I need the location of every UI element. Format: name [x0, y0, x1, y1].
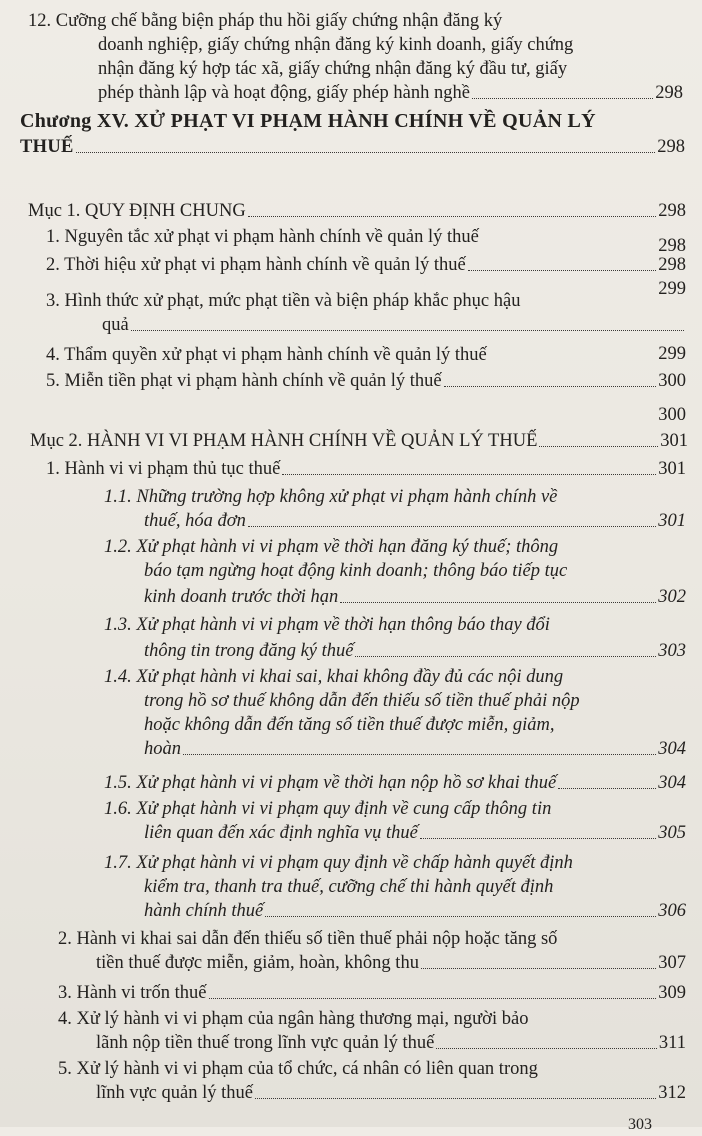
- toc-sub-text: thuế, hóa đơn: [144, 511, 246, 531]
- toc-sub-text: hoàn: [144, 739, 181, 759]
- chapter-heading-word: THUẾ: [20, 137, 74, 157]
- toc-sub-1-3-line2: [144, 638, 686, 662]
- toc-sub-text: liên quan đến xác định nghĩa vụ thuế: [144, 823, 418, 843]
- toc-sub-1-1-line1: 1.1. Những trường hợp không xử phạt vi phạm hành chính về: [104, 487, 558, 507]
- toc-item-2-5-line1: 5. Xử lý hành vi vi phạm của tổ chức, cá nhân có liên quan trong: [58, 1059, 538, 1079]
- toc-sub-text: thông tin trong đăng ký thuế: [144, 641, 354, 661]
- dot-leader: [355, 656, 656, 657]
- toc-item-1-4: 4. Thẩm quyền xử phạt vi phạm hành chính về quản lý thuế: [46, 345, 487, 365]
- toc-sub-text: hành chính thuế: [144, 901, 264, 921]
- page-number: 307: [658, 953, 686, 973]
- dot-leader: [255, 1098, 656, 1099]
- toc-sub-1-2-line2: báo tạm ngừng hoạt động kinh doanh; thông báo tiếp tục: [144, 561, 568, 581]
- toc-item-text: 2. Thời hiệu xử phạt vi phạm hành chính về quản lý thuế: [46, 255, 466, 275]
- page-number: 300: [658, 405, 686, 425]
- page-number: 304: [658, 773, 686, 793]
- dot-leader: [76, 152, 656, 153]
- page-number: 302: [658, 587, 686, 607]
- page-number: 298: [655, 83, 683, 103]
- page-number: 301: [658, 459, 686, 479]
- toc-item-text: lĩnh vực quản lý thuế: [96, 1083, 253, 1103]
- dot-leader: [209, 998, 657, 999]
- page-number: 305: [658, 823, 686, 843]
- page-number: 311: [658, 1033, 686, 1053]
- dot-leader: [265, 916, 656, 917]
- page-number: 299: [658, 279, 686, 299]
- page-number: 298: [657, 137, 685, 157]
- toc-sub-1-1-line2: [144, 508, 686, 532]
- toc-sub-1-4-line3: hoặc không dẫn đến tăng số tiền thuế được miễn, giảm,: [144, 715, 555, 735]
- toc-sub-text: kinh doanh trước thời hạn: [144, 587, 339, 607]
- dot-leader: [248, 526, 656, 527]
- toc-item-1-3-line2: [102, 312, 686, 336]
- page-number: 298: [658, 236, 686, 256]
- toc-item-1-3-line1: 3. Hình thức xử phạt, mức phạt tiền và biện pháp khắc phục hậu: [46, 291, 521, 311]
- dot-leader: [282, 474, 656, 475]
- toc-item-2-3: [58, 980, 686, 1004]
- section-muc-1: [28, 198, 686, 222]
- toc-sub-1-7-line3: [144, 898, 686, 922]
- toc-item-12-text: phép thành lập và hoạt động, giấy phép hành nghề: [98, 83, 470, 103]
- toc-sub-1-4-line2: trong hồ sơ thuế không dẫn đến thiếu số tiền thuế phải nộp: [144, 691, 580, 711]
- page-number: 312: [658, 1083, 686, 1103]
- toc-item-2-4-line1: 4. Xử lý hành vi vi phạm của ngân hàng thương mại, người bảo: [58, 1009, 529, 1029]
- dot-leader: [472, 98, 653, 99]
- toc-sub-1-5: [104, 770, 686, 794]
- dot-leader: [558, 788, 656, 789]
- page-number: 301: [658, 511, 686, 531]
- toc-item-1-1: 1. Nguyên tắc xử phạt vi phạm hành chính về quản lý thuế: [46, 227, 479, 247]
- toc-sub-1-6-line2: [144, 820, 686, 844]
- toc-sub-1-4-line1: 1.4. Xử phạt hành vi khai sai, khai không đầy đủ các nội dung: [104, 667, 564, 687]
- toc-item-text: quả: [102, 315, 129, 335]
- page-number: 306: [658, 901, 686, 921]
- dot-leader: [420, 838, 656, 839]
- section-muc-1-title: Mục 1. QUY ĐỊNH CHUNG: [28, 201, 246, 221]
- section-muc-2-title: Mục 2. HÀNH VI VI PHẠM HÀNH CHÍNH VỀ QUẢN LÝ THUẾ: [30, 431, 538, 451]
- toc-sub-1-7-line1: 1.7. Xử phạt hành vi vi phạm quy định về chấp hành quyết định: [104, 853, 573, 873]
- dot-leader: [539, 446, 658, 447]
- toc-sub-1-2-line1: 1.2. Xử phạt hành vi vi phạm về thời hạn đăng ký thuế; thông: [104, 537, 559, 557]
- toc-item-text: lãnh nộp tiền thuế trong lĩnh vực quản lý thuế: [96, 1033, 435, 1053]
- page-number: 300: [658, 371, 686, 391]
- footer-page-number: 303: [628, 1116, 652, 1133]
- toc-item-12-line3: nhận đăng ký hợp tác xã, giấy chứng nhận đăng ký đầu tư, giấy: [98, 59, 568, 79]
- toc-sub-1-6-line1: 1.6. Xử phạt hành vi vi phạm quy định về cung cấp thông tin: [104, 799, 552, 819]
- page-number: 309: [658, 983, 686, 1003]
- dot-leader: [468, 270, 657, 271]
- dot-leader: [131, 330, 684, 331]
- page-number: 298: [658, 255, 686, 275]
- chapter-heading-line1: Chương XV. XỬ PHẠT VI PHẠM HÀNH CHÍNH VỀ QUẢN LÝ: [20, 110, 596, 132]
- page-number: 301: [660, 431, 688, 451]
- toc-sub-text: 1.5. Xử phạt hành vi vi phạm về thời hạn nộp hồ sơ khai thuế: [104, 773, 557, 793]
- toc-item-text: 1. Hành vi vi phạm thủ tục thuế: [46, 459, 281, 479]
- toc-item-text: 3. Hành vi trốn thuế: [58, 983, 207, 1003]
- section-muc-2: [30, 428, 688, 452]
- toc-item-2-5-line2: [96, 1080, 686, 1104]
- dot-leader: [436, 1048, 657, 1049]
- dot-leader: [248, 216, 657, 217]
- toc-item-12-line1: 12. Cưỡng chế bằng biện pháp thu hồi giấy chứng nhận đăng ký: [28, 11, 503, 31]
- toc-sub-1-4-line4: [144, 736, 686, 760]
- dot-leader: [340, 602, 656, 603]
- page-number: 299: [658, 344, 686, 364]
- toc-item-12-line2: doanh nghiệp, giấy chứng nhận đăng ký kinh doanh, giấy chứng: [98, 35, 574, 55]
- dot-leader: [421, 968, 656, 969]
- dot-leader: [183, 754, 656, 755]
- toc-item-2-2-line2: [96, 950, 686, 974]
- toc-item-2-4-line2: [96, 1030, 686, 1054]
- chapter-heading-line2: [20, 134, 685, 158]
- toc-item-2-2-line1: 2. Hành vi khai sai dẫn đến thiếu số tiền thuế phải nộp hoặc tăng số: [58, 929, 558, 949]
- toc-sub-1-7-line2: kiểm tra, thanh tra thuế, cưỡng chế thi hành quyết định: [144, 877, 554, 897]
- page-number: 303: [658, 641, 686, 661]
- toc-item-text: 5. Miễn tiền phạt vi phạm hành chính về quản lý thuế: [46, 371, 442, 391]
- toc-item-12-line4: [98, 80, 683, 104]
- toc-item-1-2: [46, 252, 686, 276]
- toc-sub-1-2-line3: [144, 584, 686, 608]
- toc-item-2-1: [46, 456, 686, 480]
- page-number: 298: [658, 201, 686, 221]
- toc-sub-1-3-line1: 1.3. Xử phạt hành vi vi phạm về thời hạn thông báo thay đổi: [104, 615, 550, 635]
- dot-leader: [444, 386, 657, 387]
- page-number: 304: [658, 739, 686, 759]
- toc-item-1-5: [46, 368, 686, 392]
- toc-item-text: tiền thuế được miễn, giảm, hoàn, không thu: [96, 953, 419, 973]
